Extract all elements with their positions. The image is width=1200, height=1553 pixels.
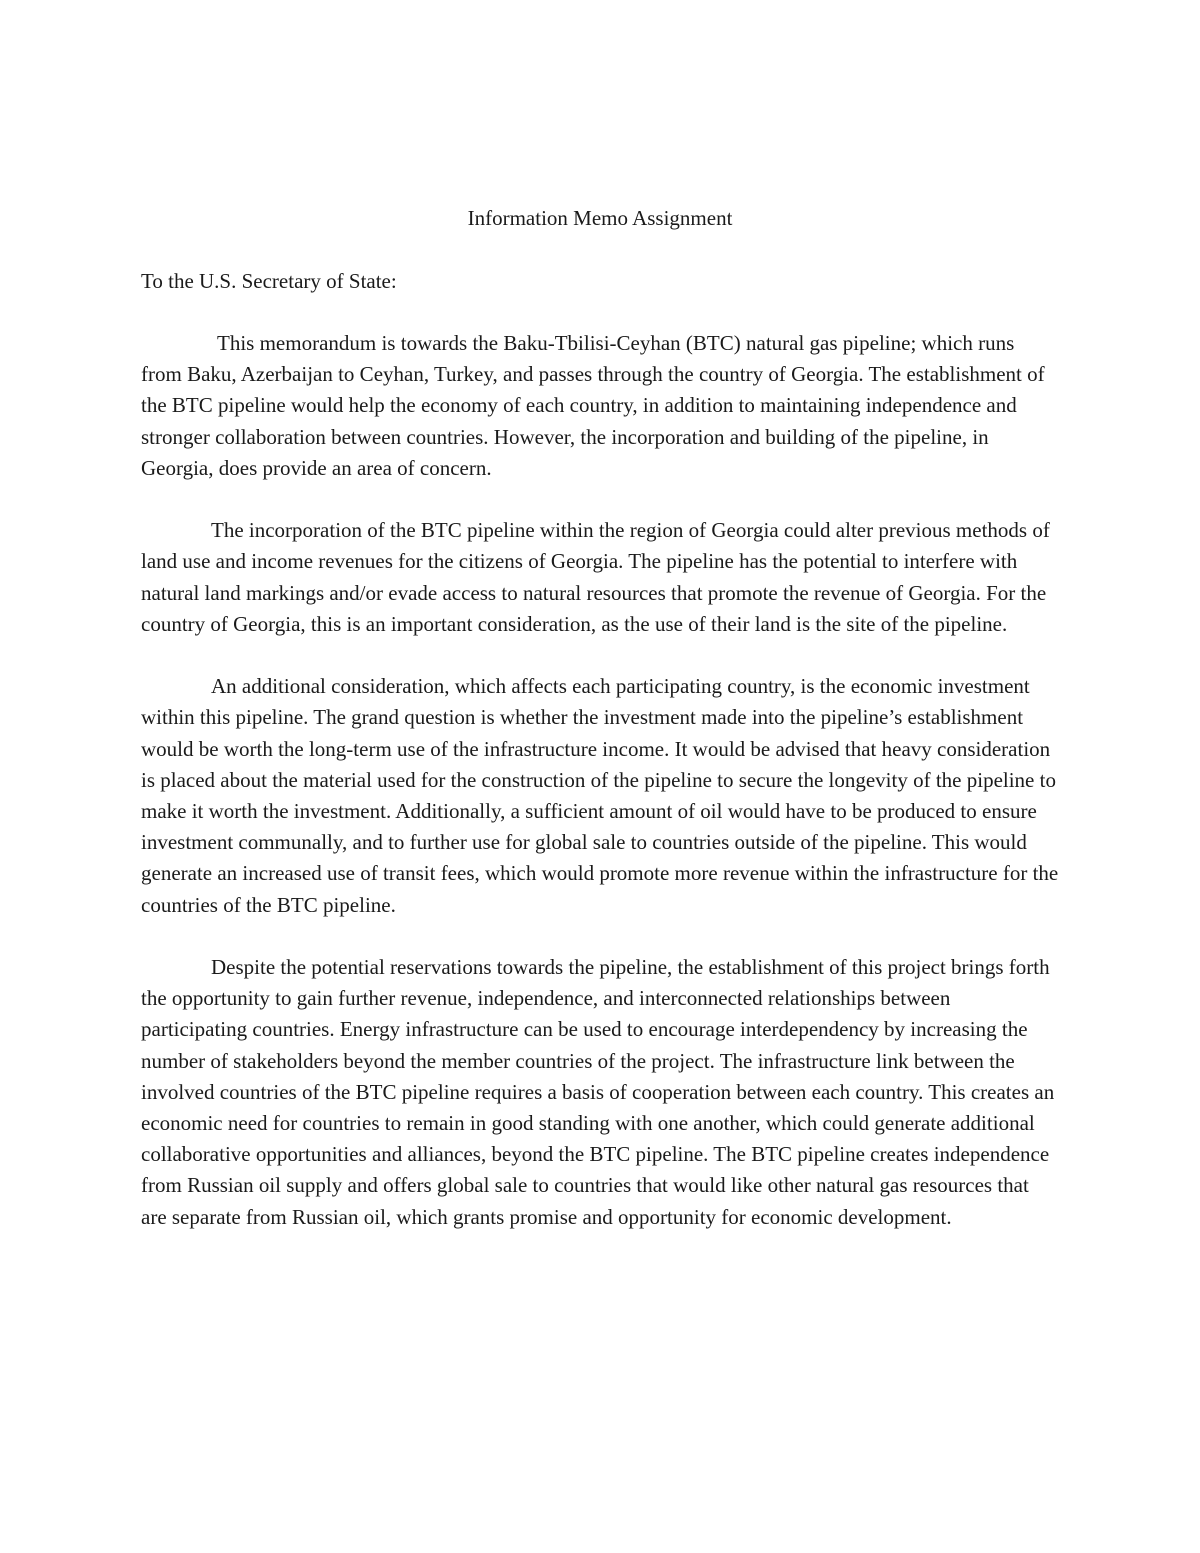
memo-paragraph-investment: An additional consideration, which affects each participating country, is the economic investment within this pipeline. The grand question is whether the investment made into the pipeline’s establishment would be worth the long-term use of the infrastructure income. It would be advised that heavy consideration is placed about the material used for the construction of the pipeline to secure the longevity of the pipeline to make it worth the investment. Additionally, a sufficient amount of oil would have to be produced to ensure investment communally, and to further use for global sale to countries outside of the pipeline. This would generate an increased use of transit fees, which would promote more revenue within the infrastructure for the countries of the BTC pipeline. xyxy=(141,674,1059,917)
memo-salutation: To the U.S. Secretary of State: xyxy=(141,269,397,293)
memo-paragraph-intro: This memorandum is towards the Baku-Tbilisi-Ceyhan (BTC) natural gas pipeline; which runs from Baku, Azerbaijan to Ceyhan, Turkey, and passes through the country of Georgia. The establishment of the BTC pipeline would help the economy of each country, in addition to maintaining independence and stronger collaboration between countries. However, the incorporation and building of the pipeline, in Georgia, does provide an area of concern. xyxy=(141,331,1045,480)
memo-body xyxy=(141,328,1059,1264)
memo-paragraph-conclusion: Despite the potential reservations towards the pipeline, the establishment of this project brings forth the opportunity to gain further revenue, independence, and interconnected relationships between participating countries. Energy infrastructure can be used to encourage interdependency by increasing the number of stakeholders beyond the member countries of the project. The infrastructure link between the involved countries of the BTC pipeline requires a basis of cooperation between each country. This creates an economic need for countries to remain in good standing with one another, which could generate additional collaborative opportunities and alliances, beyond the BTC pipeline. The BTC pipeline creates independence from Russian oil supply and offers global sale to countries that would like other natural gas resources that are separate from Russian oil, which grants promise and opportunity for economic development. xyxy=(141,955,1055,1229)
memo-paragraph-land-use: The incorporation of the BTC pipeline within the region of Georgia could alter previous methods of land use and income revenues for the citizens of Georgia. The pipeline has the potential to interfere with natural land markings and/or evade access to natural resources that promote the revenue of Georgia. For the country of Georgia, this is an important consideration, as the use of their land is the site of the pipeline. xyxy=(141,518,1050,636)
memo-title: Information Memo Assignment xyxy=(467,206,733,230)
